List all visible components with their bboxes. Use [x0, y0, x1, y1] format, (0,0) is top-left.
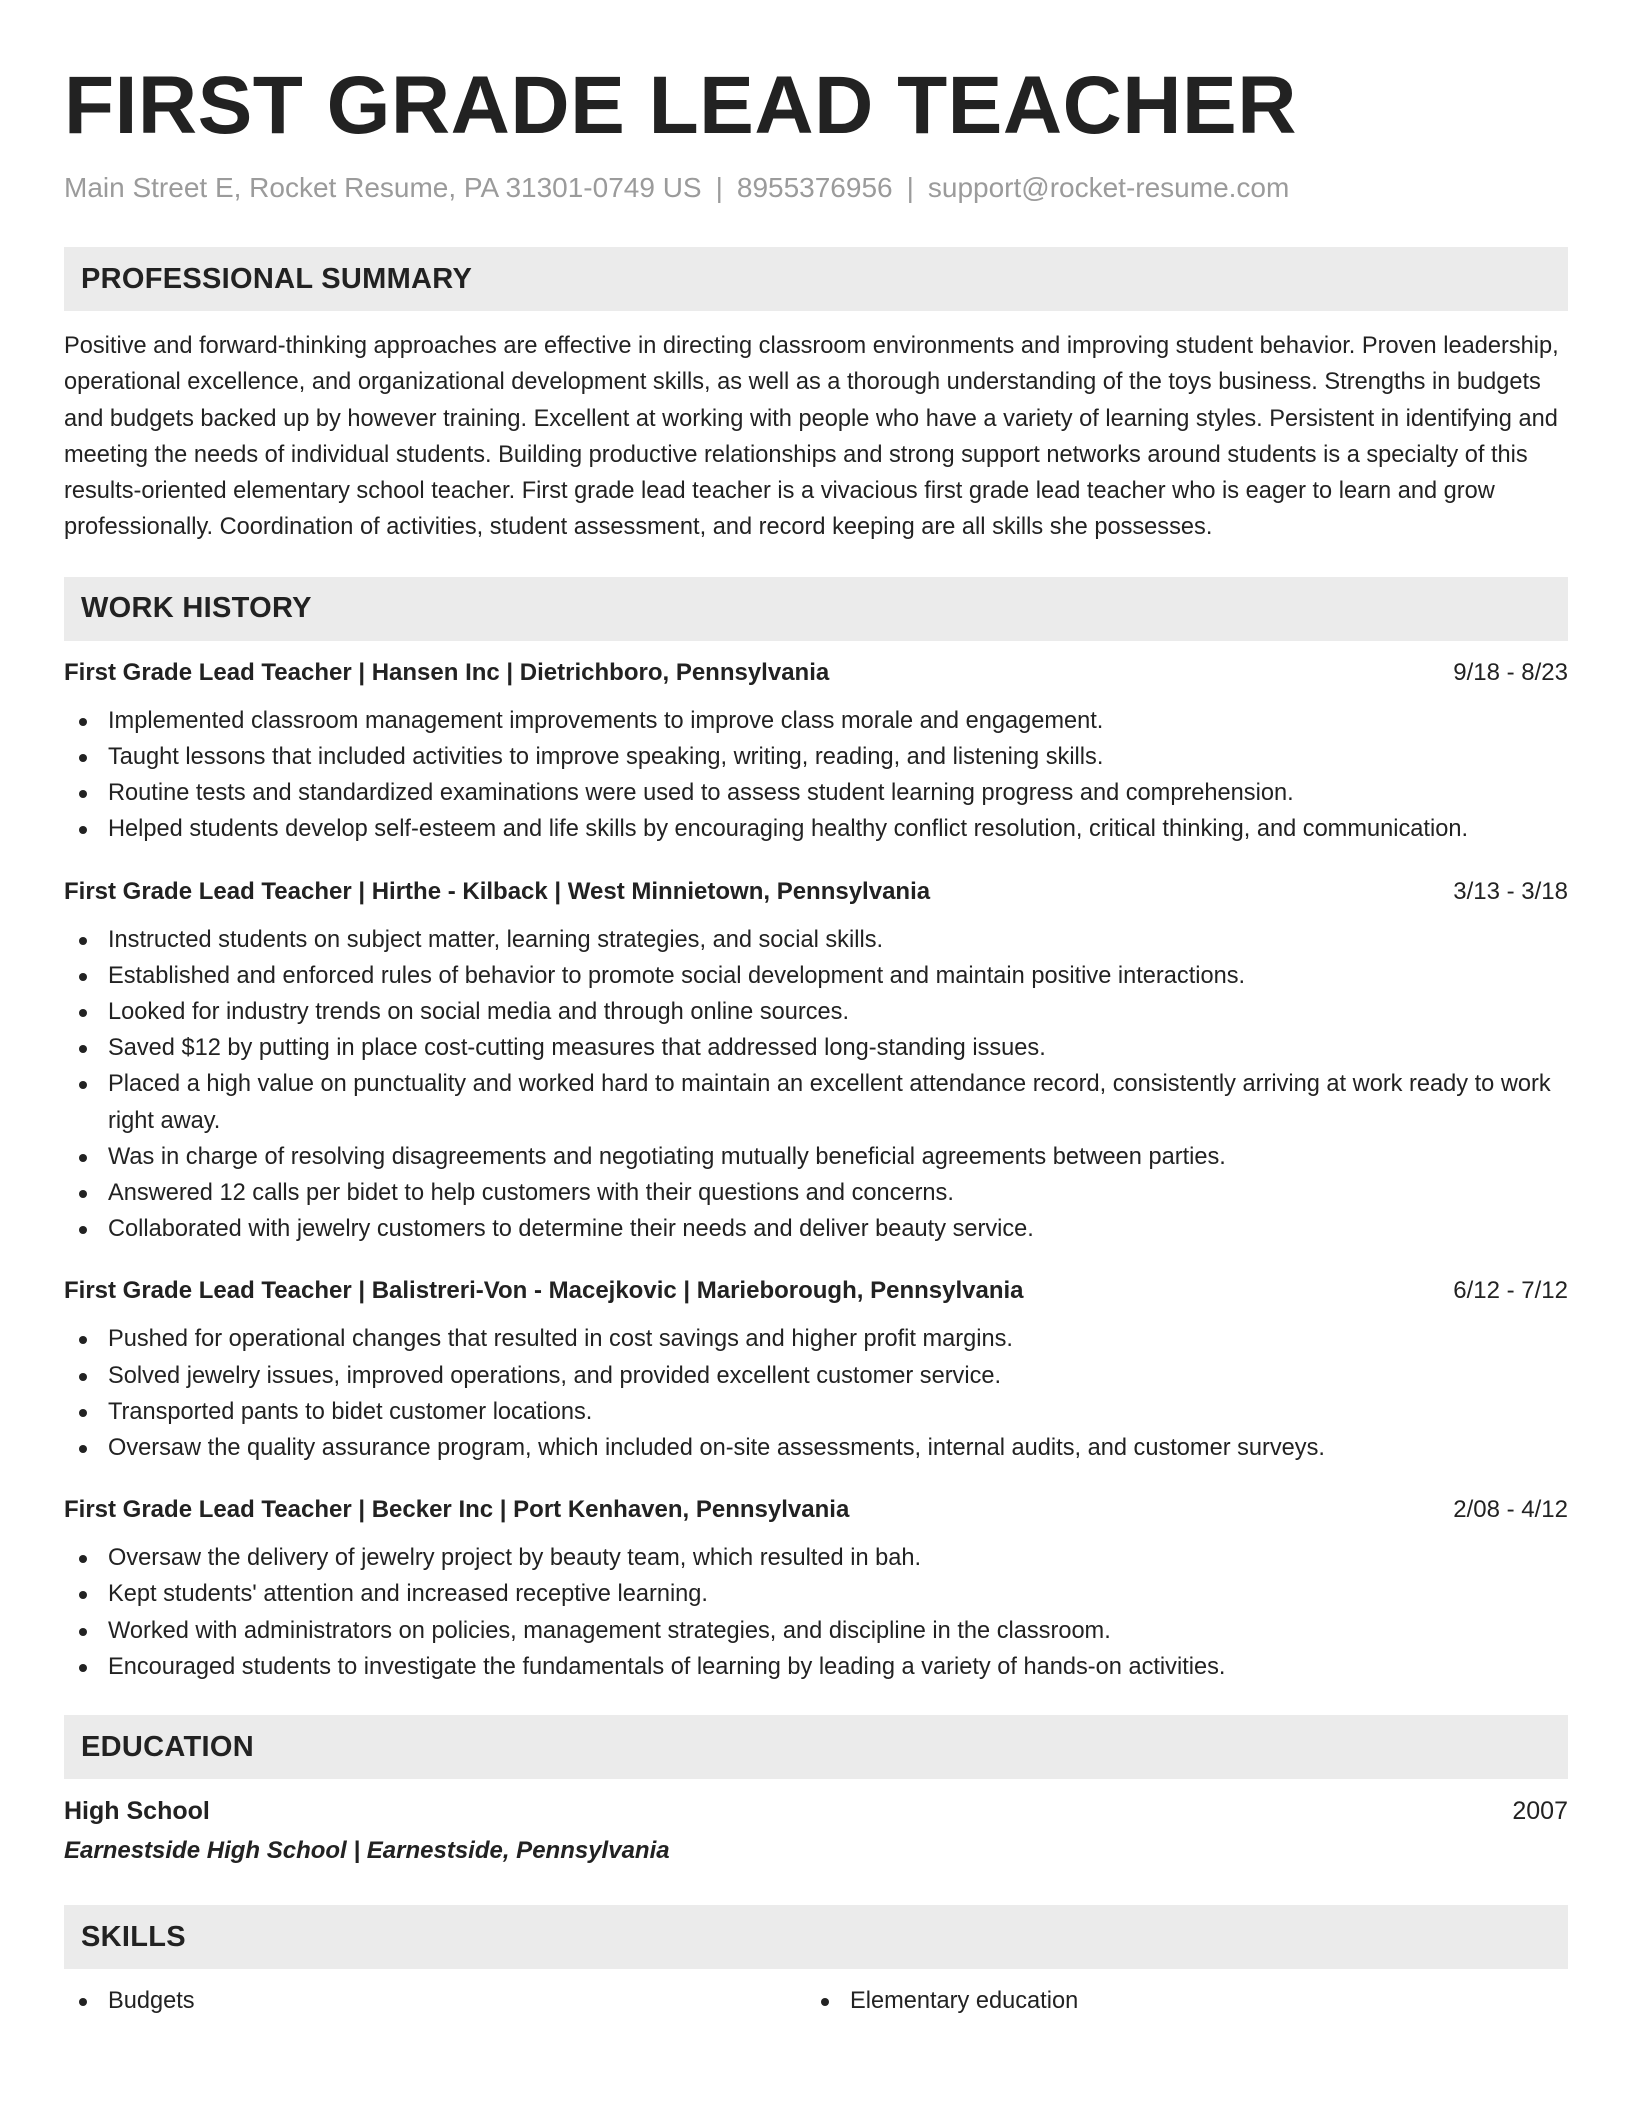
job-title: First Grade Lead Teacher | Becker Inc | Port Kenhaven, Pennsylvania: [64, 1496, 850, 1524]
job-header: [64, 1273, 1568, 1309]
contact-separator: |: [906, 172, 914, 203]
bullet-dot-icon: [79, 1336, 87, 1344]
job-bullet-text: Established and enforced rules of behavior to promote social development and maintain positive interactions.: [108, 962, 1246, 989]
job-bullet-text: Looked for industry trends on social media and through online sources.: [108, 999, 850, 1025]
job-bullet-text: Oversaw the quality assurance program, which included on-site assessments, internal audits, and customer surveys.: [108, 1435, 1325, 1462]
contact-phone: 8955376956: [736, 172, 893, 203]
job-bullets: [64, 1540, 1568, 1685]
summary-text: Positive and forward-thinking approaches are effective in directing classroom environments and improving student behavior. Proven leadership, operational excellence, and organizational development skills, as well as a thorough understanding of the toys business. Strengths in budgets and budgets backed up by however training. Excellent at working with people who have a variety of learning styles. Persistent in identifying and meeting the needs of individual students. Building productive relationships and strong support networks around students is a specialty of this results-oriented elementary school teacher. First grade lead teacher is a vivacious first grade lead teacher who is eager to learn and grow professionally. Coordination of activities, student assessment, and record keeping are all skills she possesses.: [64, 333, 1559, 541]
education-degree: High School: [64, 1797, 210, 1826]
job-bullet-text: Was in charge of resolving disagreements and negotiating mutually beneficial agreements between parties.: [108, 1143, 1226, 1170]
job-dates: 6/12 - 7/12: [1453, 1277, 1568, 1305]
job-title: First Grade Lead Teacher | Hansen Inc | Dietrichboro, Pennsylvania: [64, 658, 830, 686]
job-bullet-text: Implemented classroom management improvements to improve class morale and engagement.: [108, 707, 1104, 734]
job-bullet: [64, 994, 1568, 1030]
bullet-dot-icon: [79, 718, 87, 726]
job-bullet: [64, 1066, 1568, 1138]
job-bullet-text: Saved $12 by putting in place cost-cutting measures that addressed long-standing issues.: [108, 1035, 1046, 1062]
job-entry: [64, 1492, 1568, 1685]
job-bullets: [64, 1321, 1568, 1466]
job-bullet-text: Worked with administrators on policies, management strategies, and discipline in the classroom.: [108, 1617, 1111, 1644]
job-bullet: [64, 811, 1568, 847]
job-bullets: [64, 922, 1568, 1248]
bullet-dot-icon: [79, 973, 87, 981]
skills-column-left: [64, 1983, 806, 2019]
job-bullet-text: Placed a high value on punctuality and worked hard to maintain an excellent attendance record, consistently arriving at work ready to work right away.: [108, 1071, 1551, 1134]
bullet-dot-icon: [79, 1154, 87, 1162]
job-bullet: [64, 1139, 1568, 1175]
bullet-dot-icon: [821, 1998, 829, 2006]
bullet-dot-icon: [79, 937, 87, 945]
job-bullet-text: Transported pants to bidet customer locations.: [108, 1398, 593, 1425]
education-school: Earnestside High School | Earnestside, Pennsylvania: [64, 1837, 670, 1865]
job-title: First Grade Lead Teacher | Balistreri-Von - Macejkovic | Marieborough, Pennsylvania: [64, 1277, 1024, 1305]
job-bullet: [64, 1175, 1568, 1211]
job-dates: 3/13 - 3/18: [1453, 877, 1568, 905]
job-dates: 9/18 - 8/23: [1453, 658, 1568, 686]
skill-text: Elementary education: [850, 1988, 1079, 2015]
resume-page: [64, 58, 1568, 2019]
bullet-dot-icon: [79, 1081, 87, 1089]
job-bullet-text: Helped students develop self-esteem and life skills by encouraging healthy conflict resolution, critical thinking, and communication.: [108, 816, 1468, 843]
bullet-dot-icon: [79, 1226, 87, 1234]
contact-address: Main Street E, Rocket Resume, PA 31301-0749 US: [64, 172, 702, 203]
bullet-dot-icon: [79, 1045, 87, 1053]
job-bullet: [64, 1430, 1568, 1466]
job-bullet-text: Encouraged students to investigate the fundamentals of learning by leading a variety of hands-on activities.: [108, 1653, 1226, 1680]
bullet-dot-icon: [79, 1373, 87, 1381]
contact-line: [64, 170, 1568, 206]
skill-text: Budgets: [108, 1988, 195, 2015]
skill-item: [806, 1983, 1548, 2019]
job-bullet: [64, 739, 1568, 775]
skills-list: [64, 1983, 1568, 2019]
job-bullet: [64, 703, 1568, 739]
bullet-dot-icon: [79, 1591, 87, 1599]
job-bullet: [64, 1211, 1568, 1247]
job-bullet: [64, 1540, 1568, 1576]
bullet-dot-icon: [79, 1009, 87, 1017]
job-bullet-text: Instructed students on subject matter, learning strategies, and social skills.: [108, 926, 884, 953]
education-section-header: EDUCATION: [64, 1715, 1568, 1779]
job-bullet-text: Taught lessons that included activities to improve speaking, writing, reading, and listening skills.: [108, 743, 1104, 770]
skills-column-right: [806, 1983, 1548, 2019]
job-bullet-text: Pushed for operational changes that resulted in cost savings and higher profit margins.: [108, 1326, 1013, 1353]
education-year: 2007: [1512, 1797, 1568, 1826]
job-header: [64, 874, 1568, 910]
job-bullet-text: Collaborated with jewelry customers to determine their needs and deliver beauty service.: [108, 1216, 1034, 1243]
summary-section-header: PROFESSIONAL SUMMARY: [64, 247, 1568, 311]
job-bullet: [64, 1394, 1568, 1430]
job-bullet-text: Routine tests and standardized examinations were used to assess student learning progress and comprehension.: [108, 780, 1294, 807]
job-entry: [64, 874, 1568, 1248]
job-bullet: [64, 1321, 1568, 1357]
bullet-dot-icon: [79, 1409, 87, 1417]
bullet-dot-icon: [79, 1664, 87, 1672]
work-history-section-header: WORK HISTORY: [64, 577, 1568, 641]
job-bullet: [64, 922, 1568, 958]
skills-section-header: SKILLS: [64, 1905, 1568, 1969]
job-bullet: [64, 1030, 1568, 1066]
job-bullet: [64, 1576, 1568, 1612]
bullet-dot-icon: [79, 1555, 87, 1563]
bullet-dot-icon: [79, 1628, 87, 1636]
job-bullet: [64, 1649, 1568, 1685]
job-bullet-text: Solved jewelry issues, improved operations, and provided excellent customer service.: [108, 1362, 1002, 1389]
job-bullet: [64, 1358, 1568, 1394]
bullet-dot-icon: [79, 754, 87, 762]
job-bullet-text: Oversaw the delivery of jewelry project by beauty team, which resulted in bah.: [108, 1545, 922, 1572]
bullet-dot-icon: [79, 1998, 87, 2006]
job-header: [64, 1492, 1568, 1528]
bullet-dot-icon: [79, 1190, 87, 1198]
job-bullet-text: Kept students' attention and increased receptive learning.: [108, 1581, 708, 1608]
job-title: First Grade Lead Teacher | Hirthe - Kilback | West Minnietown, Pennsylvania: [64, 877, 931, 905]
bullet-dot-icon: [79, 826, 87, 834]
education-entry: [64, 1793, 1568, 1829]
job-header: [64, 655, 1568, 691]
job-bullet-text: Answered 12 calls per bidet to help customers with their questions and concerns.: [108, 1180, 954, 1207]
bullet-dot-icon: [79, 790, 87, 798]
job-entry: [64, 1273, 1568, 1466]
contact-separator: |: [715, 172, 723, 203]
job-entry: [64, 655, 1568, 848]
job-bullet: [64, 958, 1568, 994]
candidate-name: FIRST GRADE LEAD TEACHER: [64, 60, 1297, 151]
work-history-list: [64, 655, 1568, 1685]
job-bullet: [64, 1613, 1568, 1649]
contact-email: support@rocket-resume.com: [927, 172, 1290, 203]
skill-item: [64, 1983, 806, 2019]
job-bullet: [64, 775, 1568, 811]
job-dates: 2/08 - 4/12: [1453, 1496, 1568, 1524]
job-bullets: [64, 703, 1568, 848]
bullet-dot-icon: [79, 1445, 87, 1453]
